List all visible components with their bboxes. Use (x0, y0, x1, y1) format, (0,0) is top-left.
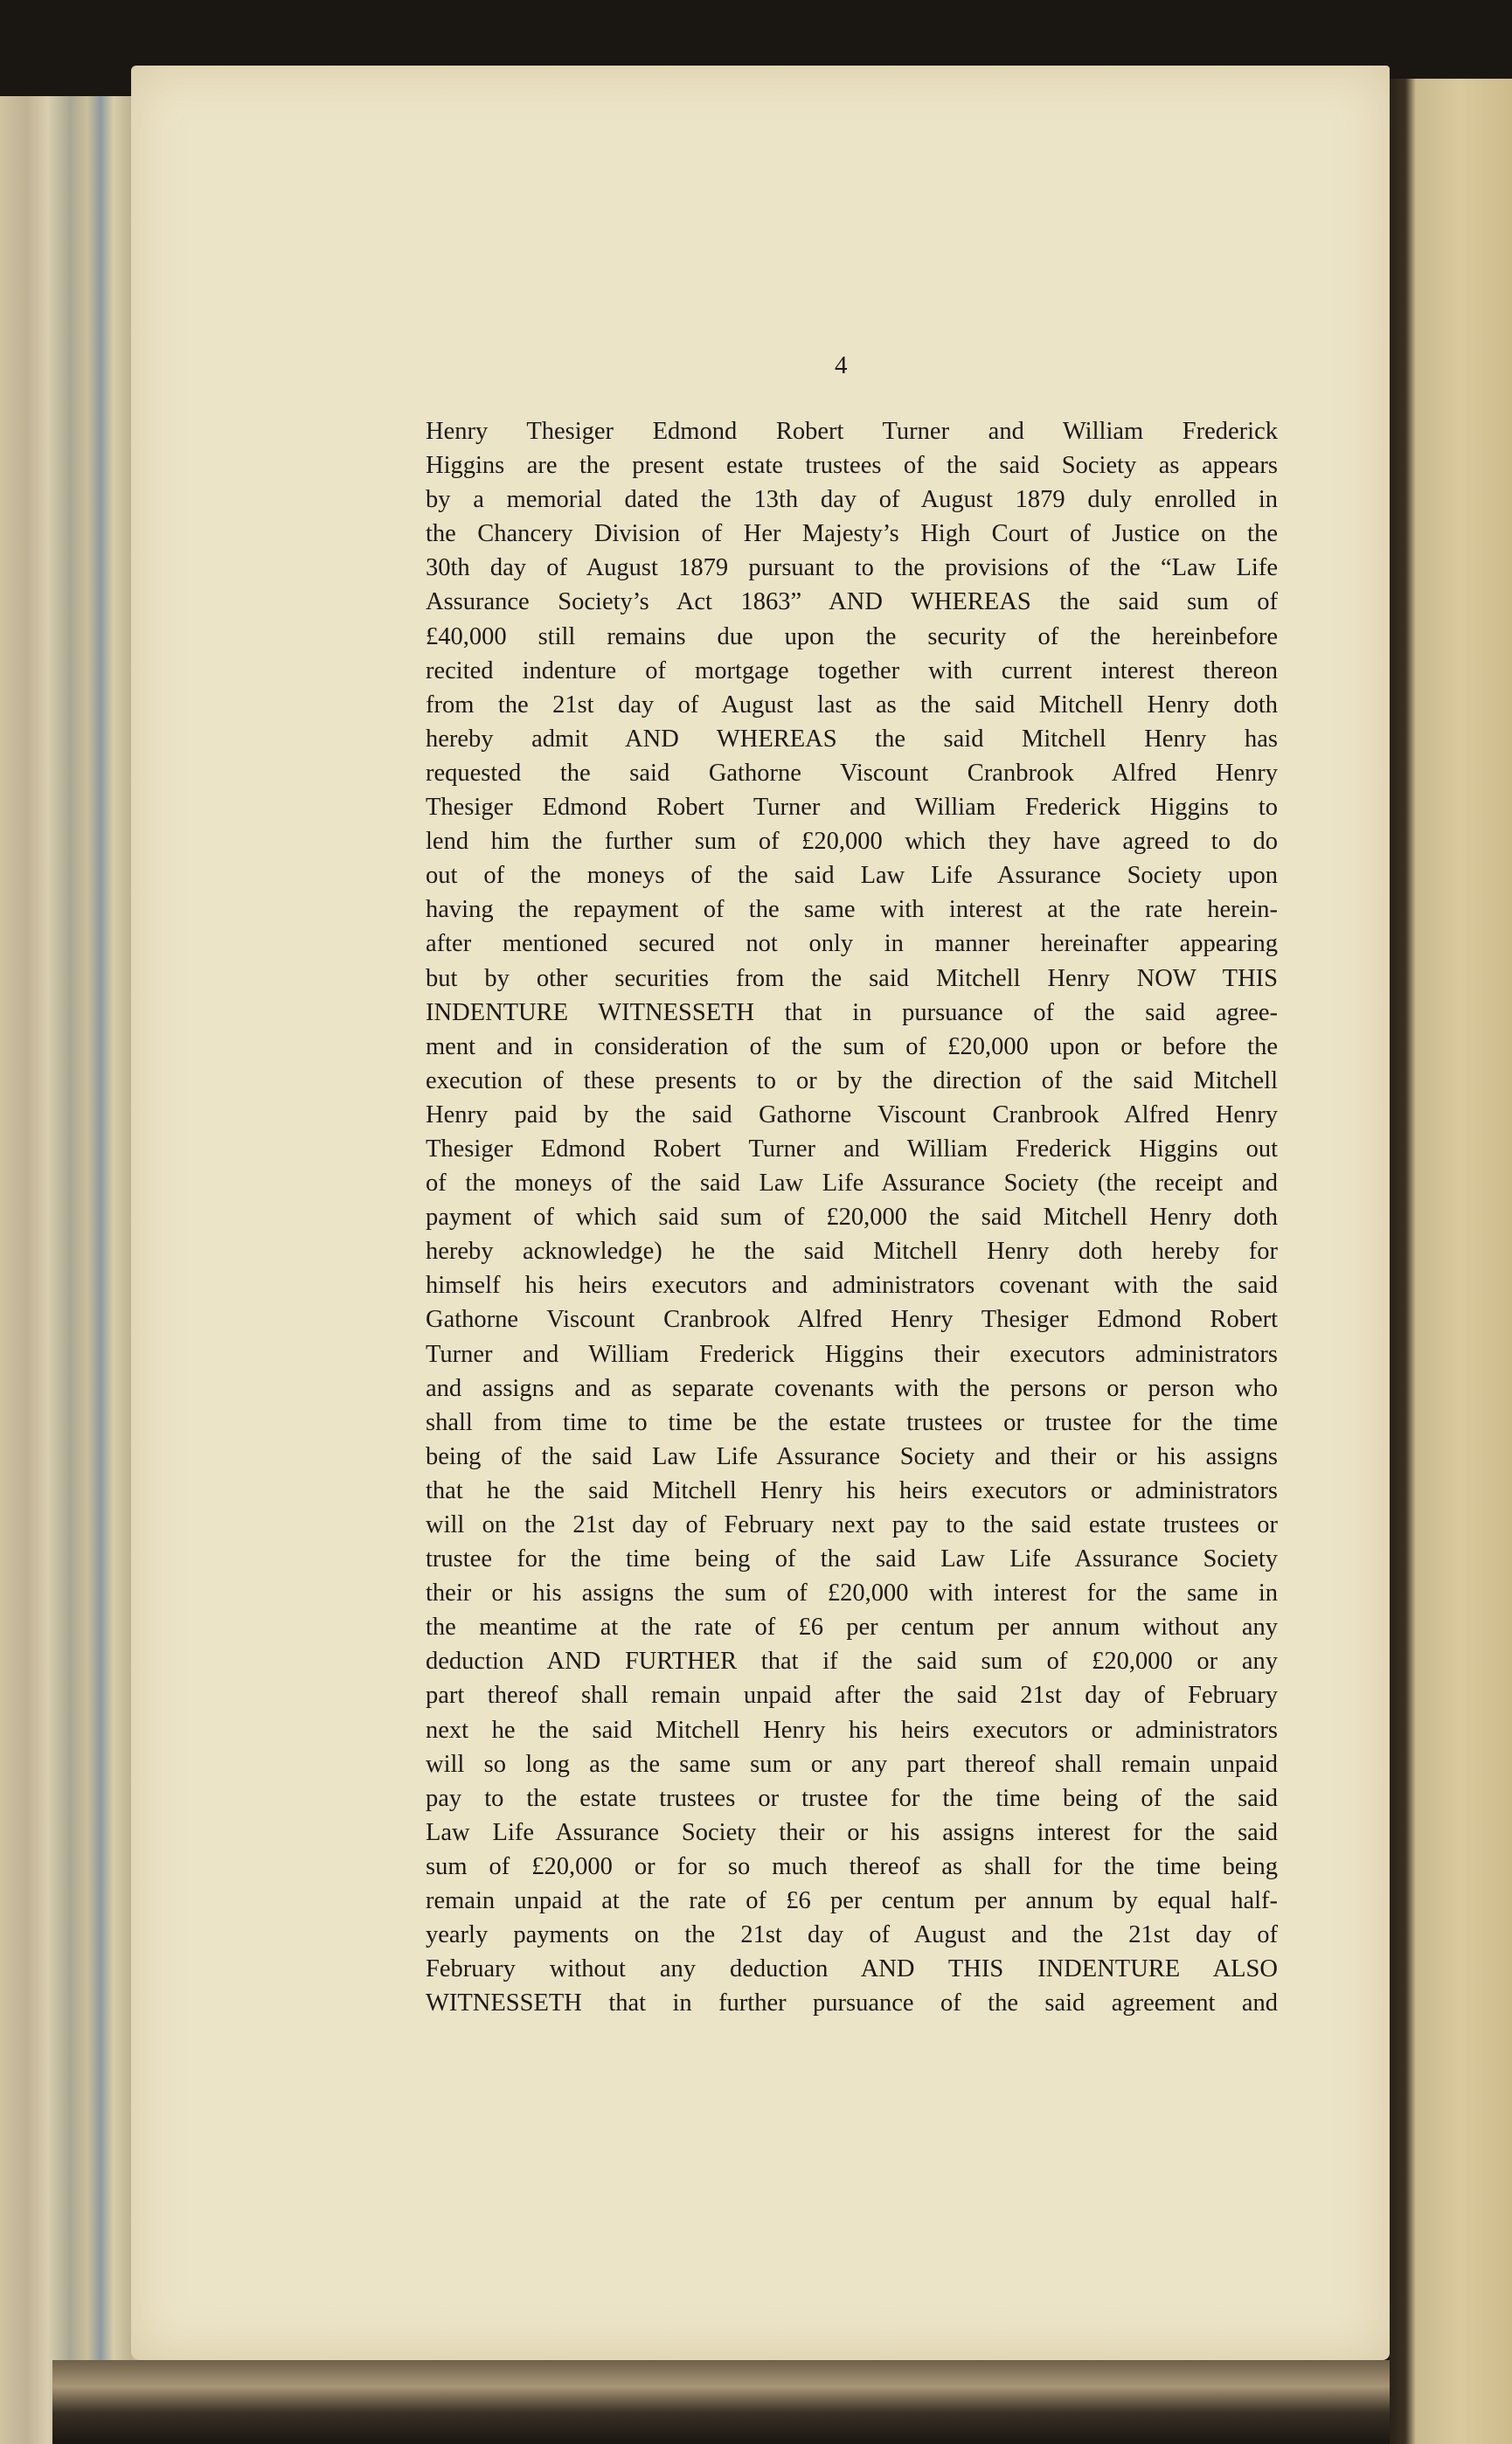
text-line: but by other securities from the said Mitchell Henry NOW THIS (426, 964, 1278, 992)
text-line: hereby acknowledge) he the said Mitchell Henry doth hereby for (426, 1238, 1278, 1266)
text-line: recited indenture of mortgage together with current interest thereon (426, 656, 1278, 684)
text-line: deduction AND FURTHER that if the said sum of £20,000 or any (426, 1648, 1278, 1676)
text-line: the Chancery Division of Her Majesty’s High Court of Justice on the (426, 520, 1278, 548)
text-line: next he the said Mitchell Henry his heirs executors or administrators (426, 1716, 1278, 1744)
text-line: Turner and William Frederick Higgins their executors administrators (426, 1340, 1278, 1368)
text-line: requested the said Gathorne Viscount Cranbrook Alfred Henry (426, 759, 1278, 787)
text-line: hereby admit AND WHEREAS the said Mitchell Henry has (426, 725, 1278, 753)
book-page-edges-left (0, 96, 149, 2444)
book-bottom-edge (52, 2360, 1390, 2444)
text-line: trustee for the time being of the said Law Life Assurance Society (426, 1545, 1278, 1573)
text-line: shall from time to time be the estate trustees or trustee for the time (426, 1408, 1278, 1436)
text-line: WITNESSETH that in further pursuance of the said agreement and (426, 1989, 1278, 2017)
body-text (426, 414, 1278, 2020)
text-line: remain unpaid at the rate of £6 per centum per annum by equal half- (426, 1887, 1278, 1915)
text-line: their or his assigns the sum of £20,000 with interest for the same in (426, 1580, 1278, 1607)
text-line: INDENTURE WITNESSETH that in pursuance of the said agree- (426, 998, 1278, 1026)
text-line: sum of £20,000 or for so much thereof as shall for the time being (426, 1852, 1278, 1880)
text-line: Law Life Assurance Society their or his assigns interest for the said (426, 1818, 1278, 1846)
text-line: the meantime at the rate of £6 per centum per annum without any (426, 1614, 1278, 1642)
text-line: ment and in consideration of the sum of £20,000 upon or before the (426, 1032, 1278, 1060)
text-line: being of the said Law Life Assurance Society and their or his assigns (426, 1442, 1278, 1470)
text-line: execution of these presents to or by the direction of the said Mitchell (426, 1066, 1278, 1094)
text-line: by a memorial dated the 13th day of August 1879 duly enrolled in (426, 486, 1278, 514)
text-line: Gathorne Viscount Cranbrook Alfred Henry Thesiger Edmond Robert (426, 1306, 1278, 1334)
text-line: that he the said Mitchell Henry his heirs executors or administrators (426, 1476, 1278, 1504)
text-line: Henry paid by the said Gathorne Viscount Cranbrook Alfred Henry (426, 1100, 1278, 1128)
text-line: part thereof shall remain unpaid after the said 21st day of February (426, 1682, 1278, 1710)
text-line: February without any deduction AND THIS INDENTURE ALSO (426, 1955, 1278, 1983)
text-line: Henry Thesiger Edmond Robert Turner and William Frederick (426, 418, 1278, 445)
text-line: 30th day of August 1879 pursuant to the provisions of the “Law Life (426, 554, 1278, 582)
text-line: payment of which said sum of £20,000 the said Mitchell Henry doth (426, 1204, 1278, 1232)
text-line: Higgins are the present estate trustees of the said Society as appears (426, 452, 1278, 480)
page-number: 4 (835, 351, 848, 379)
text-line: £40,000 still remains due upon the security of the hereinbefore (426, 622, 1278, 650)
text-line: himself his heirs executors and administrators covenant with the said (426, 1272, 1278, 1300)
text-line: Thesiger Edmond Robert Turner and William Frederick Higgins out (426, 1135, 1278, 1163)
book-page-edge-right (1390, 79, 1512, 2444)
text-line: will so long as the same sum or any part thereof shall remain unpaid (426, 1750, 1278, 1778)
text-line: after mentioned secured not only in manner hereinafter appearing (426, 930, 1278, 958)
text-line: Thesiger Edmond Robert Turner and William Frederick Higgins to (426, 794, 1278, 822)
text-line: pay to the estate trustees or trustee for the time being of the said (426, 1784, 1278, 1812)
text-line: Assurance Society’s Act 1863” AND WHEREAS the said sum of (426, 588, 1278, 616)
text-line: out of the moneys of the said Law Life Assurance Society upon (426, 862, 1278, 890)
text-line: and assigns and as separate covenants with the persons or person who (426, 1374, 1278, 1402)
text-line: yearly payments on the 21st day of August and the 21st day of (426, 1921, 1278, 1949)
text-line: from the 21st day of August last as the said Mitchell Henry doth (426, 691, 1278, 719)
text-line: of the moneys of the said Law Life Assurance Society (the receipt and (426, 1170, 1278, 1198)
text-line: lend him the further sum of £20,000 which they have agreed to do (426, 828, 1278, 856)
text-line: having the repayment of the same with interest at the rate herein- (426, 896, 1278, 924)
text-line: will on the 21st day of February next pay to the said estate trustees or (426, 1511, 1278, 1538)
